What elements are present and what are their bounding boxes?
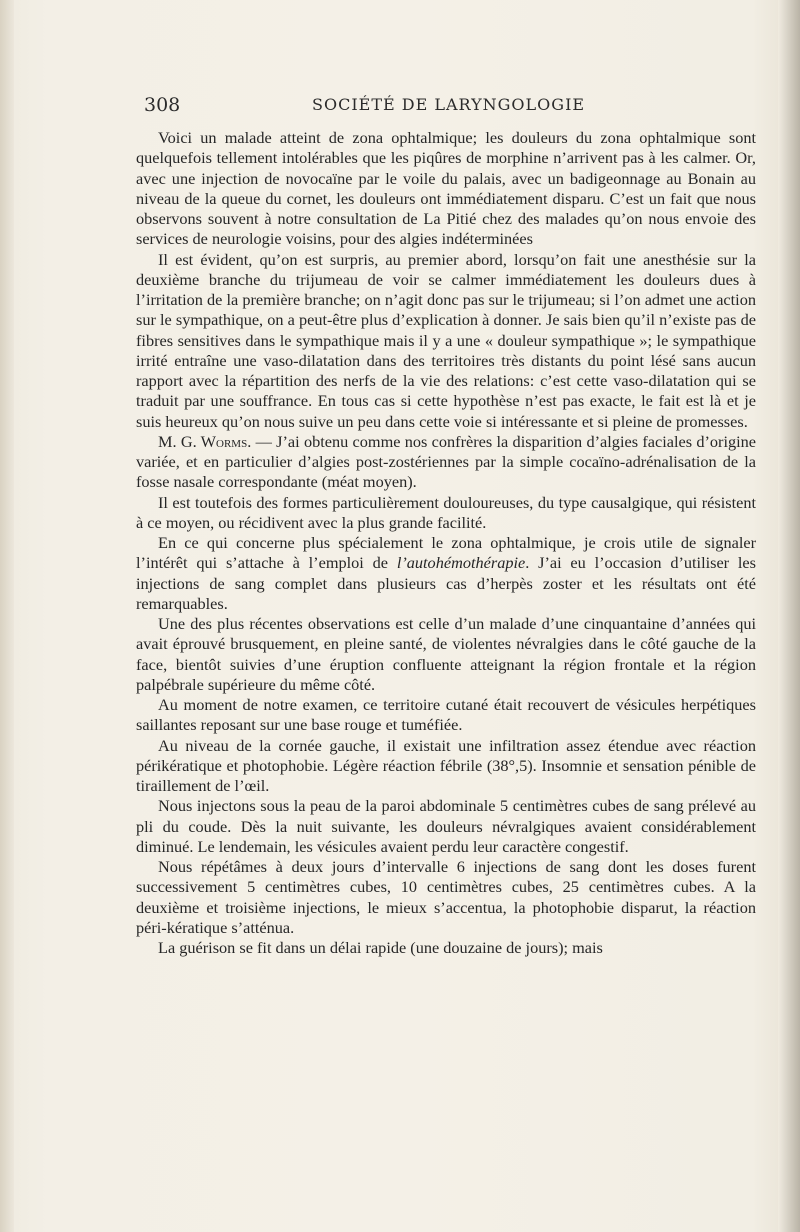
paragraph: La guérison se fit dans un délai rapide (une douzaine de jours); mais	[158, 938, 603, 957]
paragraph: Il est évident, qu’on est surpris, au premier abord, lorsqu’on fait une anesthésie sur la deuxième branche du trijumeau de voir se calmer immédiatement les douleurs dues à l’irritation de la première branche; on n’agit donc pas sur le trijumeau; si l’on admet une action sur le sympathique, on a peut-être plus d’explication à donner. Je sais bien qu’il n’existe pas de fibres sensitives dans le sympathique mais il y a une « douleur sympathique »; le sympathique irrité entraîne une vaso-dilatation dans des territoires très distants du point lésé sans aucun rapport avec la répartition des nerfs de la vie des relations: c’est cette vaso-dilatation qui se traduit par une souffrance. En tous cas si cette hypothèse n’est pas exacte, le fait est là et je suis heureux qu’on nous suive un peu dans cette voie si intéressante et si pleine de promesses.	[136, 249, 756, 431]
paragraph: Nous injectons sous la peau de la paroi abdominale 5 centimètres cubes de sang prélevé au pli du coude. Dès la nuit suivante, les douleurs névralgiques avaient considérablement diminué. Le lendemain, les vésicules avaient perdu leur caractère congestif.	[136, 796, 756, 856]
paragraph: Voici un malade atteint de zona ophtalmique; les douleurs du zona ophtalmique sont quelquefois tellement intolérables que les piqûres de morphine n’arrivent pas à les calmer. Or, avec une injection de novocaïne par le voile du palais, avec un badigeonnage au Bonain au niveau de la queue du cornet, les douleurs ont immédiatement disparu. C’est un fait que nous observons souvent à notre consultation de La Pitié chez des malades qu’on nous envoie des services de neurologie voisins, pour des algies indéterminées	[136, 128, 756, 249]
paragraph: Une des plus récentes observations est celle d’un malade d’une cinquantaine d’années qui avait éprouvé brusquement, en pleine santé, de violentes névralgies dans le côté gauche de la face, bientôt suivies d’une éruption confluente atteignant la région frontale et la région palpébrale supérieure du même côté.	[136, 614, 756, 694]
running-head: SOCIÉTÉ DE LARYNGOLOGIE	[312, 95, 586, 114]
page-edge	[778, 0, 800, 1232]
paragraph-autohemotherapie	[136, 533, 756, 614]
paragraph-text: — J’ai obtenu comme nos confrères la disparition d’algies faciales d’origine variée, et en particulier d’algies post-zostériennes par la simple cocaïno-adrénalisation de la fosse nasale correspondante (méat moyen).	[136, 431, 756, 492]
page-gutter	[0, 0, 14, 1232]
paragraph-worms	[136, 432, 756, 493]
paragraph-text: En ce qui concerne plus spécialement le zona ophtalmique, je crois utile de signaler l’intérêt qui s’attache à l’emploi de	[136, 533, 756, 573]
italic-term: l’autohémothérapie	[396, 553, 526, 573]
paragraph: Au niveau de la cornée gauche, il existait une infiltration assez étendue avec réaction périkératique et photophobie. Légère réaction fébrile (38°,5). Insomnie et sensation pénible de tiraillement de l’œil.	[136, 735, 756, 795]
paragraph: Au moment de notre examen, ce territoire cutané était recouvert de vésicules herpétiques saillantes reposant sur une base rouge et tuméfiée.	[136, 695, 756, 735]
page-header	[144, 94, 752, 120]
speaker-name: M. G. Worms.	[158, 431, 252, 451]
paragraph: Nous répétâmes à deux jours d’intervalle 6 injections de sang dont les doses furent successivement 5 centimètres cubes, 10 centimètres cubes, 25 centimètres cubes. A la deuxième et troisième injections, le mieux s’accentua, la photophobie disparut, la réaction péri-kératique s’atténua.	[136, 857, 756, 937]
paragraph-text: . J’ai eu l’occasion d’utiliser les injections de sang complet dans plusieurs cas d’herpès zoster et les résultats ont été remarquables.	[136, 553, 756, 613]
body-text	[136, 128, 756, 958]
page-number: 308	[144, 94, 181, 116]
paragraph: Il est toutefois des formes particulièrement douloureuses, du type causalgique, qui résistent à ce moyen, ou récidivent avec la plus grande facilité.	[136, 492, 756, 532]
